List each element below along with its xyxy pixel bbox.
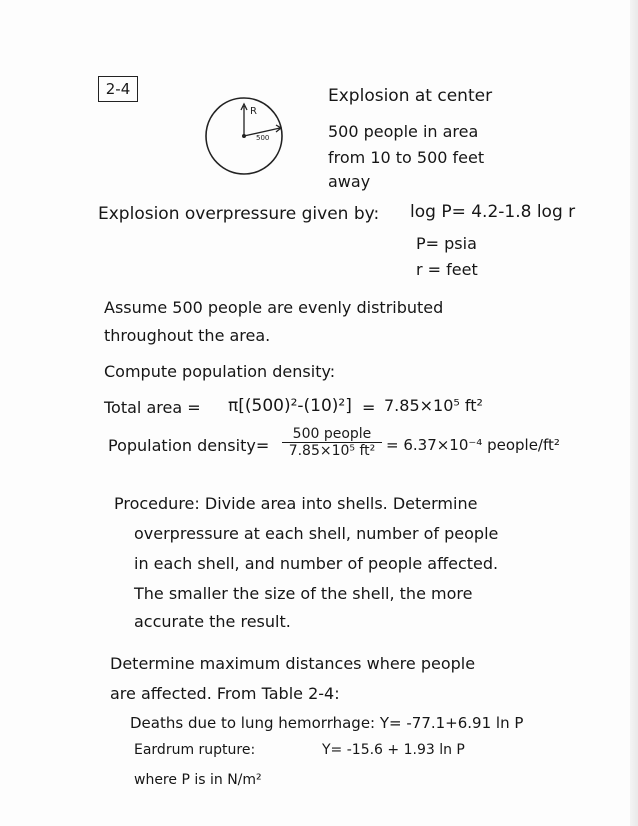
compute-line: Compute population density: (104, 362, 336, 381)
eardrum-equation: Y= -15.6 + 1.93 ln P (322, 742, 465, 758)
p-definition: P= psia (416, 234, 477, 253)
explosion-diagram (200, 92, 288, 180)
scan-edge-shadow (630, 0, 638, 826)
assume-line-1: Assume 500 people are evenly distributed (104, 298, 444, 317)
eardrum-label: Eardrum rupture: (134, 742, 256, 758)
density-denominator: 7.85×10⁵ ft² (288, 443, 376, 459)
procedure-line-2: overpressure at each shell, number of people (134, 524, 499, 543)
total-area-label: Total area = (104, 398, 201, 417)
overpressure-equation: log P= 4.2-1.8 log r (410, 202, 576, 222)
determine-line-2: are affected. From Table 2-4: (110, 684, 340, 703)
density-numerator: 500 people (282, 426, 382, 443)
radius-label-500: 500 (256, 134, 270, 142)
total-area-result: 7.85×10⁵ ft² (384, 396, 483, 415)
density-result: = 6.37×10⁻⁴ people/ft² (386, 436, 560, 454)
procedure-line-1: Procedure: Divide area into shells. Determine (114, 494, 478, 513)
total-area-equals: = (362, 398, 376, 417)
density-label: Population density= (108, 436, 270, 455)
given-line-2: 500 people in area (328, 122, 479, 141)
procedure-line-3: in each shell, and number of people affected. (134, 554, 499, 573)
where-units-line: where P is in N/m² (134, 772, 262, 788)
radius-label-r: R (250, 106, 257, 117)
procedure-line-5: accurate the result. (134, 612, 291, 631)
given-line-1: Explosion at center (328, 86, 493, 106)
density-fraction (282, 426, 382, 459)
overpressure-line: Explosion overpressure given by: (98, 204, 380, 224)
total-area-expression: π[(500)²-(10)²] (228, 396, 352, 416)
deaths-equation: Deaths due to lung hemorrhage: Y= -77.1+6.91 ln P (130, 714, 524, 732)
procedure-line-4: The smaller the size of the shell, the more (134, 584, 473, 603)
determine-line-1: Determine maximum distances where people (110, 654, 476, 673)
r-definition: r = feet (416, 260, 478, 279)
given-line-4: away (328, 172, 371, 191)
problem-number-box: 2-4 (98, 76, 138, 102)
explosion-circle-svg (200, 92, 288, 180)
assume-line-2: throughout the area. (104, 326, 271, 345)
given-line-3: from 10 to 500 feet (328, 148, 485, 167)
